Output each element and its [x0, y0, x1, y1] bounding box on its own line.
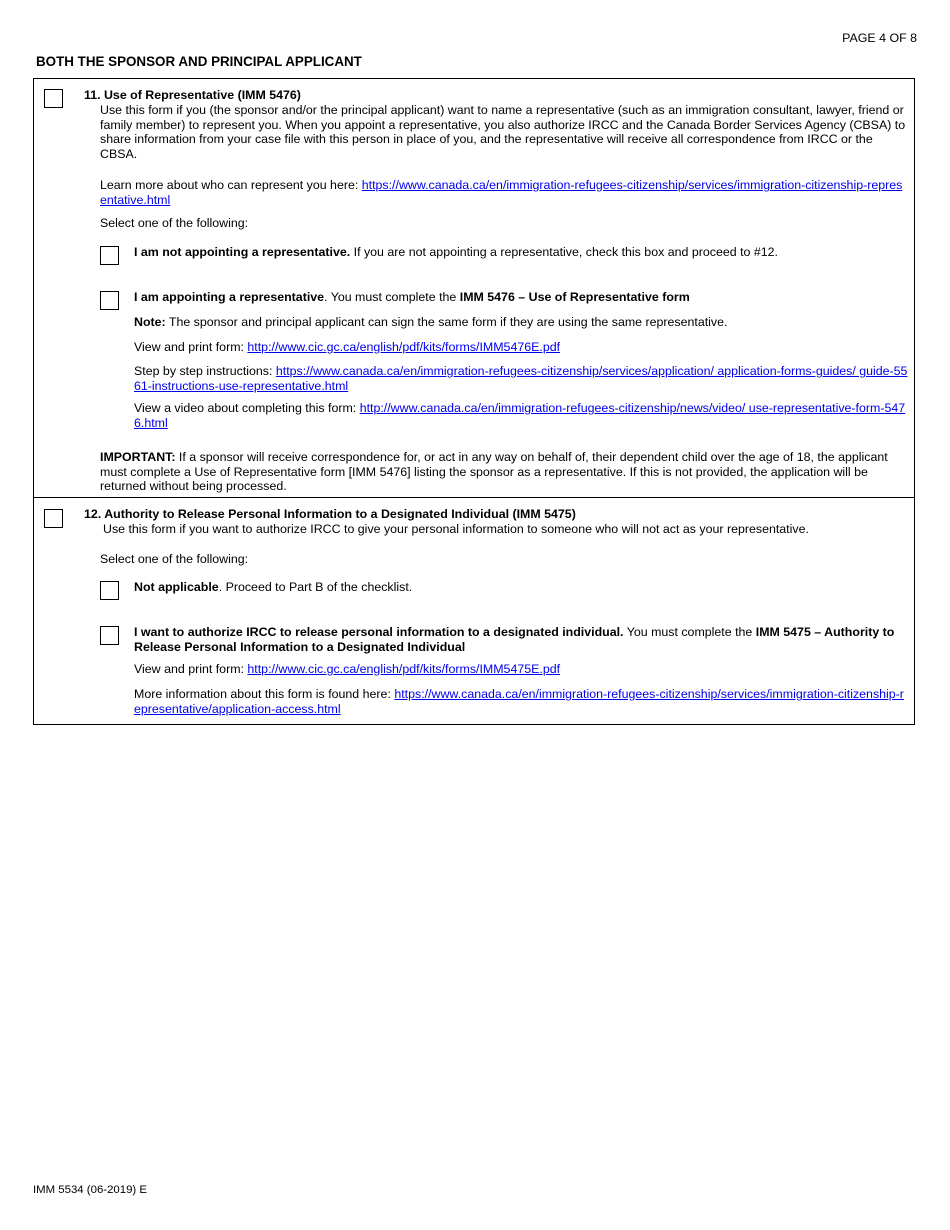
- section-heading: BOTH THE SPONSOR AND PRINCIPAL APPLICANT: [36, 54, 362, 69]
- item11-step-instructions: [134, 364, 908, 393]
- imm5476-form-link[interactable]: http://www.cic.gc.ca/english/pdf/kits/forms/IMM5476E.pdf: [247, 340, 561, 354]
- note-text: The sponsor and principal applicant can sign the same form if they are using the same representative.: [165, 315, 728, 329]
- appointing-form-name: IMM 5476 – Use of Representative form: [459, 290, 690, 304]
- important-text: If a sponsor will receive correspondence for, or act in any way on behalf of, their dependent child over the age of 18, the applicant must complete a Use of Representative form [IMM 5476] listing the sponsor as a representative. If this is not provided, the application will be returned without being processed.: [100, 450, 888, 493]
- not-appointing-checkbox[interactable]: [100, 246, 119, 265]
- item11-intro: Use this form if you (the sponsor and/or the principal applicant) want to name a representative (such as an immigration consultant, lawyer, friend or family member) to represent you. When you appoint a representative, you also authorize IRCC and the Canada Border Services Agency (CBSA) to share information from your case file with this person in place of you, and the representative will receive all correspondence from IRCC or the CBSA.: [100, 103, 906, 161]
- step-label: Step by step instructions:: [134, 364, 276, 378]
- authorize-release-instructions: You must complete the: [623, 625, 756, 639]
- appointing-option: [134, 290, 908, 305]
- item11-view-print: [134, 340, 908, 355]
- learn-more-link[interactable]: https://www.canada.ca/en/immigration-refugees-citizenship/services/immigration-citizenship-representative.html: [100, 178, 903, 207]
- learn-more-label: Learn more about who can represent you here:: [100, 178, 362, 192]
- application-access-link[interactable]: https://www.canada.ca/en/immigration-refugees-citizenship/services/immigration-citizenship-representative/application-access.html: [134, 687, 904, 716]
- not-applicable-label: Not applicable: [134, 580, 219, 594]
- not-applicable-option: [134, 580, 908, 595]
- item12-select-prompt: Select one of the following:: [100, 552, 249, 566]
- authorize-release-form-name: IMM 5475 – Authority to Release Personal Information to a Designated Individual: [134, 625, 895, 654]
- view-print-label: View and print form:: [134, 662, 248, 676]
- authorize-release-label: I want to authorize IRCC to release personal information to a designated individual.: [134, 625, 624, 639]
- imm5475-form-link[interactable]: http://www.cic.gc.ca/english/pdf/kits/forms/IMM5475E.pdf: [247, 662, 561, 676]
- item11-video: [134, 401, 908, 430]
- item11-learn-more: [100, 178, 908, 207]
- not-applicable-instructions: . Proceed to Part B of the checklist.: [218, 580, 413, 594]
- important-label: IMPORTANT:: [100, 450, 176, 464]
- item11-important: [100, 450, 908, 494]
- view-print-label: View and print form:: [134, 340, 248, 354]
- item12-title: 12. Authority to Release Personal Information to a Designated Individual (IMM 5475): [84, 507, 576, 521]
- appointing-label: I am appointing a representative: [134, 290, 325, 304]
- item12-more-info: [134, 687, 908, 716]
- item11-checkbox[interactable]: [44, 89, 63, 108]
- not-appointing-option: [134, 245, 908, 260]
- step-instructions-link[interactable]: https://www.canada.ca/en/immigration-refugees-citizenship/services/application/ application-forms-guides/ guide-5561-instructions-use-representative.html: [134, 364, 908, 393]
- authorize-release-option: [134, 625, 908, 654]
- video-label: View a video about completing this form:: [134, 401, 360, 415]
- item12-intro: Use this form if you want to authorize IRCC to give your personal information to someone who will not act as your representative.: [103, 522, 809, 536]
- appointing-instructions: . You must complete the: [324, 290, 460, 304]
- authorize-release-checkbox[interactable]: [100, 626, 119, 645]
- more-info-label: More information about this form is found here:: [134, 687, 395, 701]
- item11-note: [134, 315, 908, 330]
- item11-title: 11. Use of Representative (IMM 5476): [84, 88, 301, 102]
- page-number: PAGE 4 OF 8: [842, 31, 917, 45]
- item12-checkbox[interactable]: [44, 509, 63, 528]
- not-applicable-checkbox[interactable]: [100, 581, 119, 600]
- not-appointing-instructions: If you are not appointing a representative, check this box and proceed to #12.: [350, 245, 778, 259]
- item12-view-print: [134, 662, 908, 677]
- note-label: Note:: [134, 315, 166, 329]
- video-link[interactable]: http://www.canada.ca/en/immigration-refugees-citizenship/news/video/ use-representative-form-5476.html: [134, 401, 906, 430]
- item11-select-prompt: Select one of the following:: [100, 216, 249, 230]
- form-code: IMM 5534 (06-2019) E: [33, 1184, 147, 1196]
- section-divider: [33, 497, 915, 498]
- not-appointing-label: I am not appointing a representative.: [134, 245, 351, 259]
- appointing-checkbox[interactable]: [100, 291, 119, 310]
